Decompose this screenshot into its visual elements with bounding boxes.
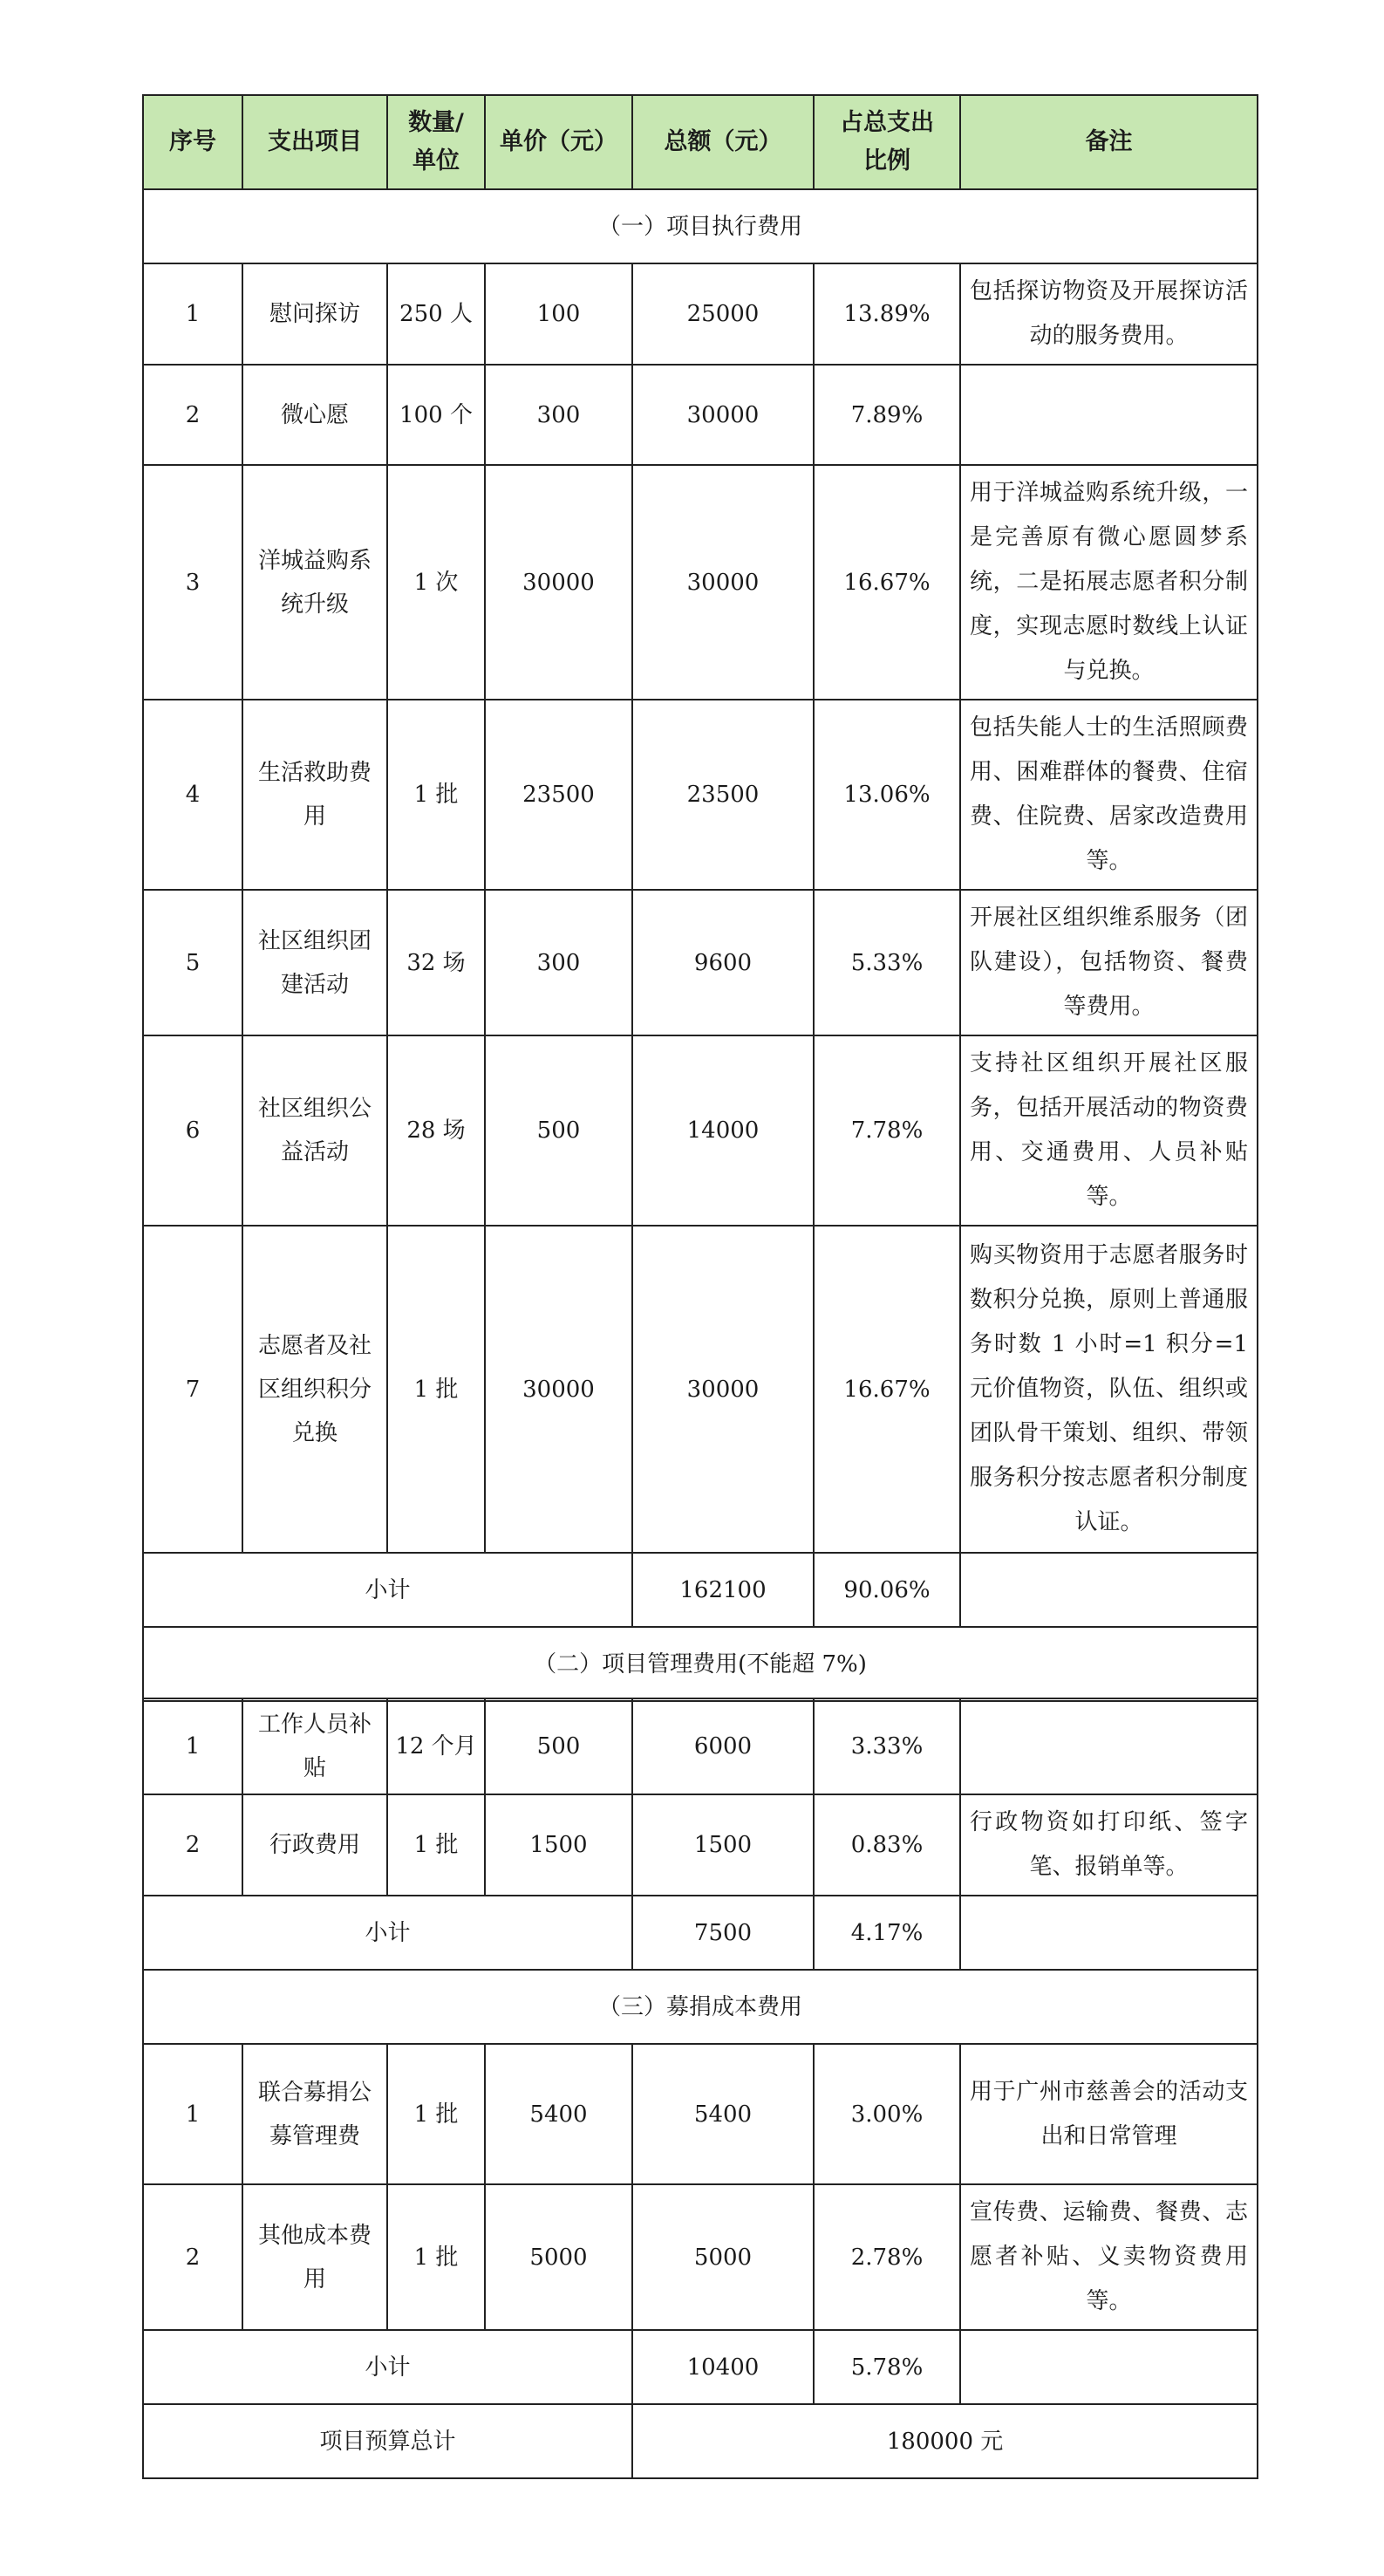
row-note [960,1226,1258,1553]
row-note-text: 行政物资如打印纸、签字笔、报销单等。 [970,1809,1248,1880]
row-price: 23500 [485,700,632,890]
row-note-text: 开展社区组织维系服务（团队建设），包括物资、餐费等费用。 [970,905,1248,1020]
grand-total-row [143,2404,1258,2478]
row-item: 微心愿 [242,365,387,465]
subtotal-row [143,1896,1258,1970]
row-item: 社区组织团建活动 [242,890,387,1035]
row-note [960,1035,1258,1226]
row-item: 联合募捐公募管理费 [242,2044,387,2184]
budget-table-part2 [142,1698,1258,2479]
grand-total-value: 180000 元 [632,2404,1258,2478]
row-price: 30000 [485,1226,632,1553]
row-qty: 1 批 [387,1226,485,1553]
row-qty: 1 批 [387,700,485,890]
subtotal-label: 小计 [143,1896,632,1970]
row-note-text: 用于广州市慈善会的活动支出和日常管理 [970,2078,1248,2149]
row-note [960,365,1258,465]
table-row [143,365,1258,465]
row-total: 23500 [632,700,814,890]
row-note-text: 包括失能人士的生活照顾费用、困难群体的餐费、住宿费、住院费、居家改造费用等。 [970,714,1248,874]
row-note [960,2184,1258,2330]
row-qty: 12 个月 [387,1698,485,1794]
row-ratio: 7.78% [814,1035,960,1226]
row-ratio: 3.00% [814,2044,960,2184]
row-total: 30000 [632,1226,814,1553]
row-total: 25000 [632,263,814,365]
row-qty: 28 场 [387,1035,485,1226]
row-note-text: 宣传费、运输费、餐费、志愿者补贴、义卖物资费用等。 [970,2199,1248,2314]
subtotal-ratio: 4.17% [814,1896,960,1970]
budget-table-part1 [142,94,1258,1702]
row-item: 行政费用 [242,1794,387,1896]
header-note: 备注 [960,95,1258,189]
row-price: 5400 [485,2044,632,2184]
section2-title: （二）项目管理费用(不能超 7%) [143,1627,1258,1701]
table-row [143,1794,1258,1896]
header-row [143,95,1258,189]
subtotal-row [143,2330,1258,2404]
section3-title: （三）募捐成本费用 [143,1970,1258,2044]
subtotal-note [960,1896,1258,1970]
section1-title: （一）项目执行费用 [143,189,1258,263]
row-seq: 2 [143,365,242,465]
row-price: 300 [485,365,632,465]
row-ratio: 2.78% [814,2184,960,2330]
row-note [960,700,1258,890]
row-ratio: 13.06% [814,700,960,890]
header-price: 单价（元） [485,95,632,189]
row-qty: 1 批 [387,2044,485,2184]
table-row [143,1698,1258,1794]
row-item: 洋城益购系统升级 [242,465,387,700]
row-item: 志愿者及社区组织积分兑换 [242,1226,387,1553]
header-ratio [814,95,960,189]
row-total: 30000 [632,365,814,465]
subtotal-ratio: 90.06% [814,1553,960,1627]
table-row [143,1226,1258,1553]
row-price: 5000 [485,2184,632,2330]
row-total: 5400 [632,2044,814,2184]
row-price: 500 [485,1698,632,1794]
header-qty-line1: 数量/ [408,109,464,136]
row-total: 14000 [632,1035,814,1226]
row-price: 500 [485,1035,632,1226]
row-ratio: 16.67% [814,1226,960,1553]
row-ratio: 13.89% [814,263,960,365]
subtotal-ratio: 5.78% [814,2330,960,2404]
table-row [143,2044,1258,2184]
row-ratio: 5.33% [814,890,960,1035]
table-row [143,263,1258,365]
row-total: 30000 [632,465,814,700]
section-title-row [143,1970,1258,2044]
row-note-text: 购买物资用于志愿者服务时数积分兑换，原则上普通服务时数 1 小时=1 积分=1 元价值物资，队伍、组织或团队骨干策划、组织、带领服务积分按志愿者积分制度认证。 [970,1242,1248,1535]
header-qty [387,95,485,189]
row-total: 1500 [632,1794,814,1896]
row-note [960,1698,1258,1794]
header-seq: 序号 [143,95,242,189]
row-item: 工作人员补贴 [242,1698,387,1794]
subtotal-note [960,1553,1258,1627]
row-seq: 4 [143,700,242,890]
row-seq: 5 [143,890,242,1035]
row-price: 100 [485,263,632,365]
row-seq: 1 [143,2044,242,2184]
section-title-row [143,1627,1258,1701]
row-seq: 2 [143,2184,242,2330]
header-ratio-line2: 比例 [863,147,910,174]
row-qty: 1 批 [387,1794,485,1896]
table-row [143,2184,1258,2330]
subtotal-label: 小计 [143,1553,632,1627]
row-ratio: 3.33% [814,1698,960,1794]
row-price: 1500 [485,1794,632,1896]
table-row [143,890,1258,1035]
row-seq: 1 [143,1698,242,1794]
row-price: 300 [485,890,632,1035]
row-qty: 250 人 [387,263,485,365]
row-note [960,2044,1258,2184]
row-qty: 32 场 [387,890,485,1035]
row-seq: 6 [143,1035,242,1226]
row-note [960,263,1258,365]
row-qty: 1 批 [387,2184,485,2330]
row-total: 6000 [632,1698,814,1794]
table-row [143,465,1258,700]
row-item: 其他成本费用 [242,2184,387,2330]
subtotal-label: 小计 [143,2330,632,2404]
row-note [960,1794,1258,1896]
row-seq: 1 [143,263,242,365]
row-ratio: 7.89% [814,365,960,465]
header-qty-line2: 单位 [412,147,460,174]
row-total: 5000 [632,2184,814,2330]
subtotal-total: 162100 [632,1553,814,1627]
subtotal-total: 10400 [632,2330,814,2404]
row-qty: 100 个 [387,365,485,465]
row-ratio: 0.83% [814,1794,960,1896]
row-note-text: 用于洋城益购系统升级，一是完善原有微心愿圆梦系统，二是拓展志愿者积分制度，实现志愿时数线上认证与兑换。 [970,480,1248,684]
grand-total-label: 项目预算总计 [143,2404,632,2478]
row-seq: 7 [143,1226,242,1553]
row-note-text: 支持社区组织开展社区服务，包括开展活动的物资费用、交通费用、人员补贴等。 [970,1050,1248,1210]
subtotal-row [143,1553,1258,1627]
subtotal-total: 7500 [632,1896,814,1970]
row-total: 9600 [632,890,814,1035]
section-title-row [143,189,1258,263]
row-price: 30000 [485,465,632,700]
row-ratio: 16.67% [814,465,960,700]
header-total: 总额（元） [632,95,814,189]
table-row [143,700,1258,890]
row-note [960,465,1258,700]
row-seq: 3 [143,465,242,700]
row-note [960,890,1258,1035]
row-seq: 2 [143,1794,242,1896]
subtotal-note [960,2330,1258,2404]
row-qty: 1 次 [387,465,485,700]
row-item: 生活救助费用 [242,700,387,890]
header-item: 支出项目 [242,95,387,189]
row-item: 慰问探访 [242,263,387,365]
row-item: 社区组织公益活动 [242,1035,387,1226]
row-note-text: 包括探访物资及开展探访活动的服务费用。 [970,278,1248,349]
header-ratio-line1: 占总支出 [840,109,934,136]
table-row [143,1035,1258,1226]
